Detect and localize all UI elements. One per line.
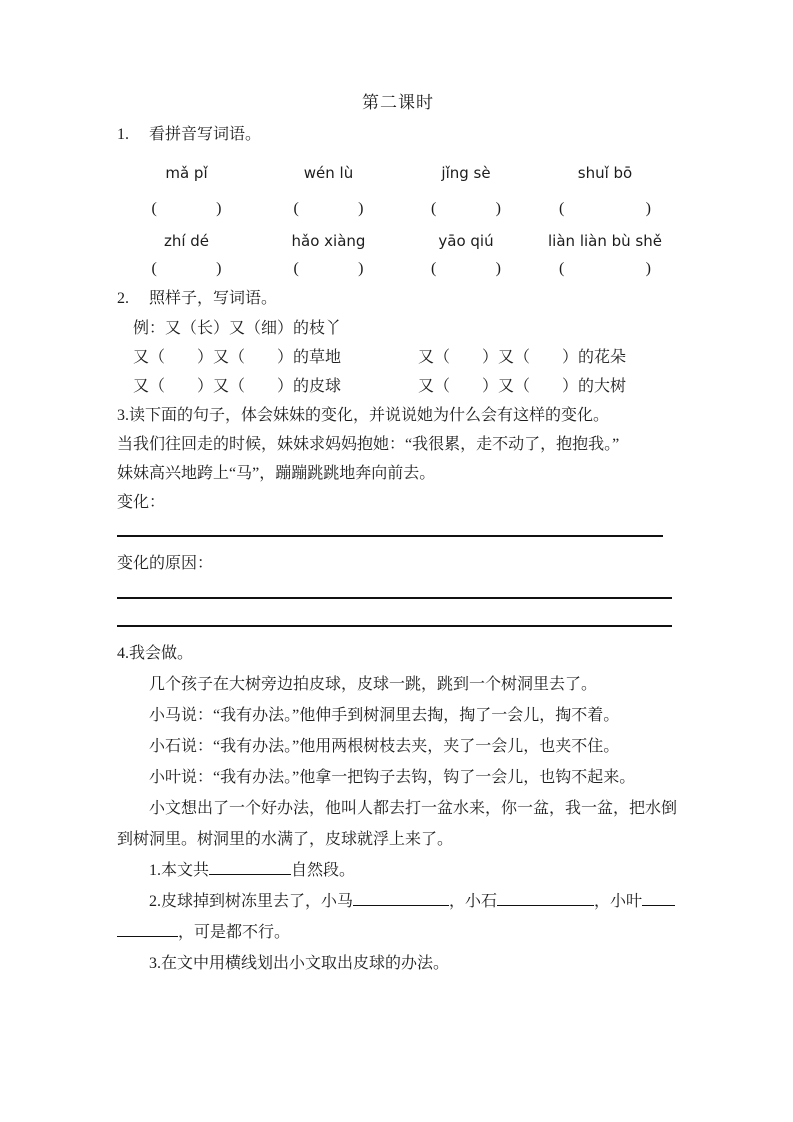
answer-blank xyxy=(117,921,178,937)
question-2-example: 例：又（长）又（细）的枝丫 xyxy=(133,320,342,337)
answer-brackets xyxy=(401,258,531,280)
pinyin-word: yāo qiú xyxy=(438,232,494,250)
question-4-passage xyxy=(117,669,679,855)
passage-paragraph: 小马说：“我有办法。”他伸手到树洞里去掏，掏了一会儿，掏不着。 xyxy=(149,707,620,724)
answer-brackets xyxy=(531,198,679,220)
paren-open: ( xyxy=(151,260,157,277)
fill-phrase: 又（ ）又（ ）的皮球 xyxy=(133,378,342,395)
question-4-sub-3: 3.在文中用横线划出小文取出皮球的办法。 xyxy=(149,955,450,972)
question-3-heading: 3.读下面的句子，体会妹妹的变化，并说说她为什么会有这样的变化。 xyxy=(117,407,610,424)
fill-phrase: 又（ ）又（ ）的大树 xyxy=(418,378,627,395)
question-3-sentence-2: 妹妹高兴地跨上“马”，蹦蹦跳跳地奔向前去。 xyxy=(117,465,436,482)
answer-brackets xyxy=(256,258,401,280)
pinyin-row-2 xyxy=(117,230,679,252)
answer-bracket-row-2 xyxy=(117,258,679,280)
question-2-number: 2. xyxy=(117,290,129,307)
fill-phrase: 又（ ）又（ ）的草地 xyxy=(133,349,342,366)
pinyin-word: mǎ pǐ xyxy=(165,164,208,182)
sub1-prefix: 1.本文共 xyxy=(149,862,210,879)
question-3-sentence-1: 当我们往回走的时候，妹妹求妈妈抱她：“我很累，走不动了，抱抱我。” xyxy=(117,436,620,453)
pinyin-word: jǐng sè xyxy=(441,164,491,182)
question-2-heading xyxy=(117,288,679,310)
question-4-heading: 4.我会做。 xyxy=(117,645,194,662)
answer-brackets xyxy=(117,198,256,220)
sub2-part1: 2.皮球掉到树冻里去了，小马 xyxy=(149,893,354,910)
passage-paragraph: 小文想出了一个好办法，他叫人都去打一盆水来，你一盆，我一盆，把水倒到树洞里。树洞里的水满了，皮球就浮上来了。 xyxy=(117,800,678,848)
answer-brackets xyxy=(531,258,679,280)
question-4-sub-2-line-2 xyxy=(117,917,679,948)
paren-open: ( xyxy=(431,260,437,277)
passage-paragraph: 几个孩子在大树旁边拍皮球，皮球一跳，跳到一个树洞里去了。 xyxy=(149,676,598,693)
answer-line xyxy=(117,599,672,627)
question-1-number: 1. xyxy=(117,126,129,143)
question-4-sub-1 xyxy=(117,855,679,886)
answer-blank xyxy=(209,859,291,875)
page-title: 第二课时 xyxy=(362,93,434,112)
sub2-part2: ，小石 xyxy=(449,893,498,910)
answer-bracket-row-1 xyxy=(117,198,679,220)
pinyin-word: zhí dé xyxy=(163,232,210,250)
question-1-heading xyxy=(117,124,679,146)
answer-blank xyxy=(642,890,675,906)
pinyin-word: shuǐ bō xyxy=(577,164,633,182)
paren-open: ( xyxy=(559,200,565,217)
answer-brackets xyxy=(401,198,531,220)
passage-paragraph: 小石说：“我有办法。”他用两根树枝去夹，夹了一会儿，也夹不住。 xyxy=(149,738,620,755)
pinyin-word: wén lù xyxy=(303,164,354,182)
paren-close: ) xyxy=(358,200,364,217)
question-2-row-2 xyxy=(117,376,679,398)
pinyin-word: liàn liàn bù shě xyxy=(548,232,662,250)
paren-close: ) xyxy=(216,260,222,277)
paren-open: ( xyxy=(293,200,299,217)
paren-close: ) xyxy=(495,200,501,217)
answer-blank xyxy=(497,890,594,906)
question-2-row-1 xyxy=(117,347,679,369)
change-label: 变化： xyxy=(117,494,166,511)
paren-open: ( xyxy=(151,200,157,217)
answer-line xyxy=(117,514,663,537)
fill-phrase: 又（ ）又（ ）的花朵 xyxy=(418,349,627,366)
passage-paragraph: 小叶说：“我有办法。”他拿一把钩子去钩，钩了一会儿，也钩不起来。 xyxy=(149,769,636,786)
sub2-part3: ，小叶 xyxy=(594,893,643,910)
pinyin-row-1 xyxy=(117,162,679,184)
answer-brackets xyxy=(256,198,401,220)
answer-blank xyxy=(353,890,449,906)
paren-open: ( xyxy=(293,260,299,277)
paren-close: ) xyxy=(645,260,651,277)
sub1-suffix: 自然段。 xyxy=(291,862,356,879)
paren-open: ( xyxy=(559,260,565,277)
paren-close: ) xyxy=(495,260,501,277)
question-1-title: 看拼音写词语。 xyxy=(149,126,262,143)
paren-open: ( xyxy=(431,200,437,217)
paren-close: ) xyxy=(216,200,222,217)
paren-close: ) xyxy=(645,200,651,217)
question-2-title: 照样子，写词语。 xyxy=(149,290,278,307)
question-4-sub-2-line-1 xyxy=(117,886,679,917)
answer-brackets xyxy=(117,258,256,280)
change-reason-label: 变化的原因： xyxy=(117,555,214,572)
answer-line xyxy=(117,575,672,599)
paren-close: ) xyxy=(358,260,364,277)
sub2-part4: ，可是都不行。 xyxy=(178,924,291,941)
pinyin-word: hǎo xiàng xyxy=(291,232,366,250)
